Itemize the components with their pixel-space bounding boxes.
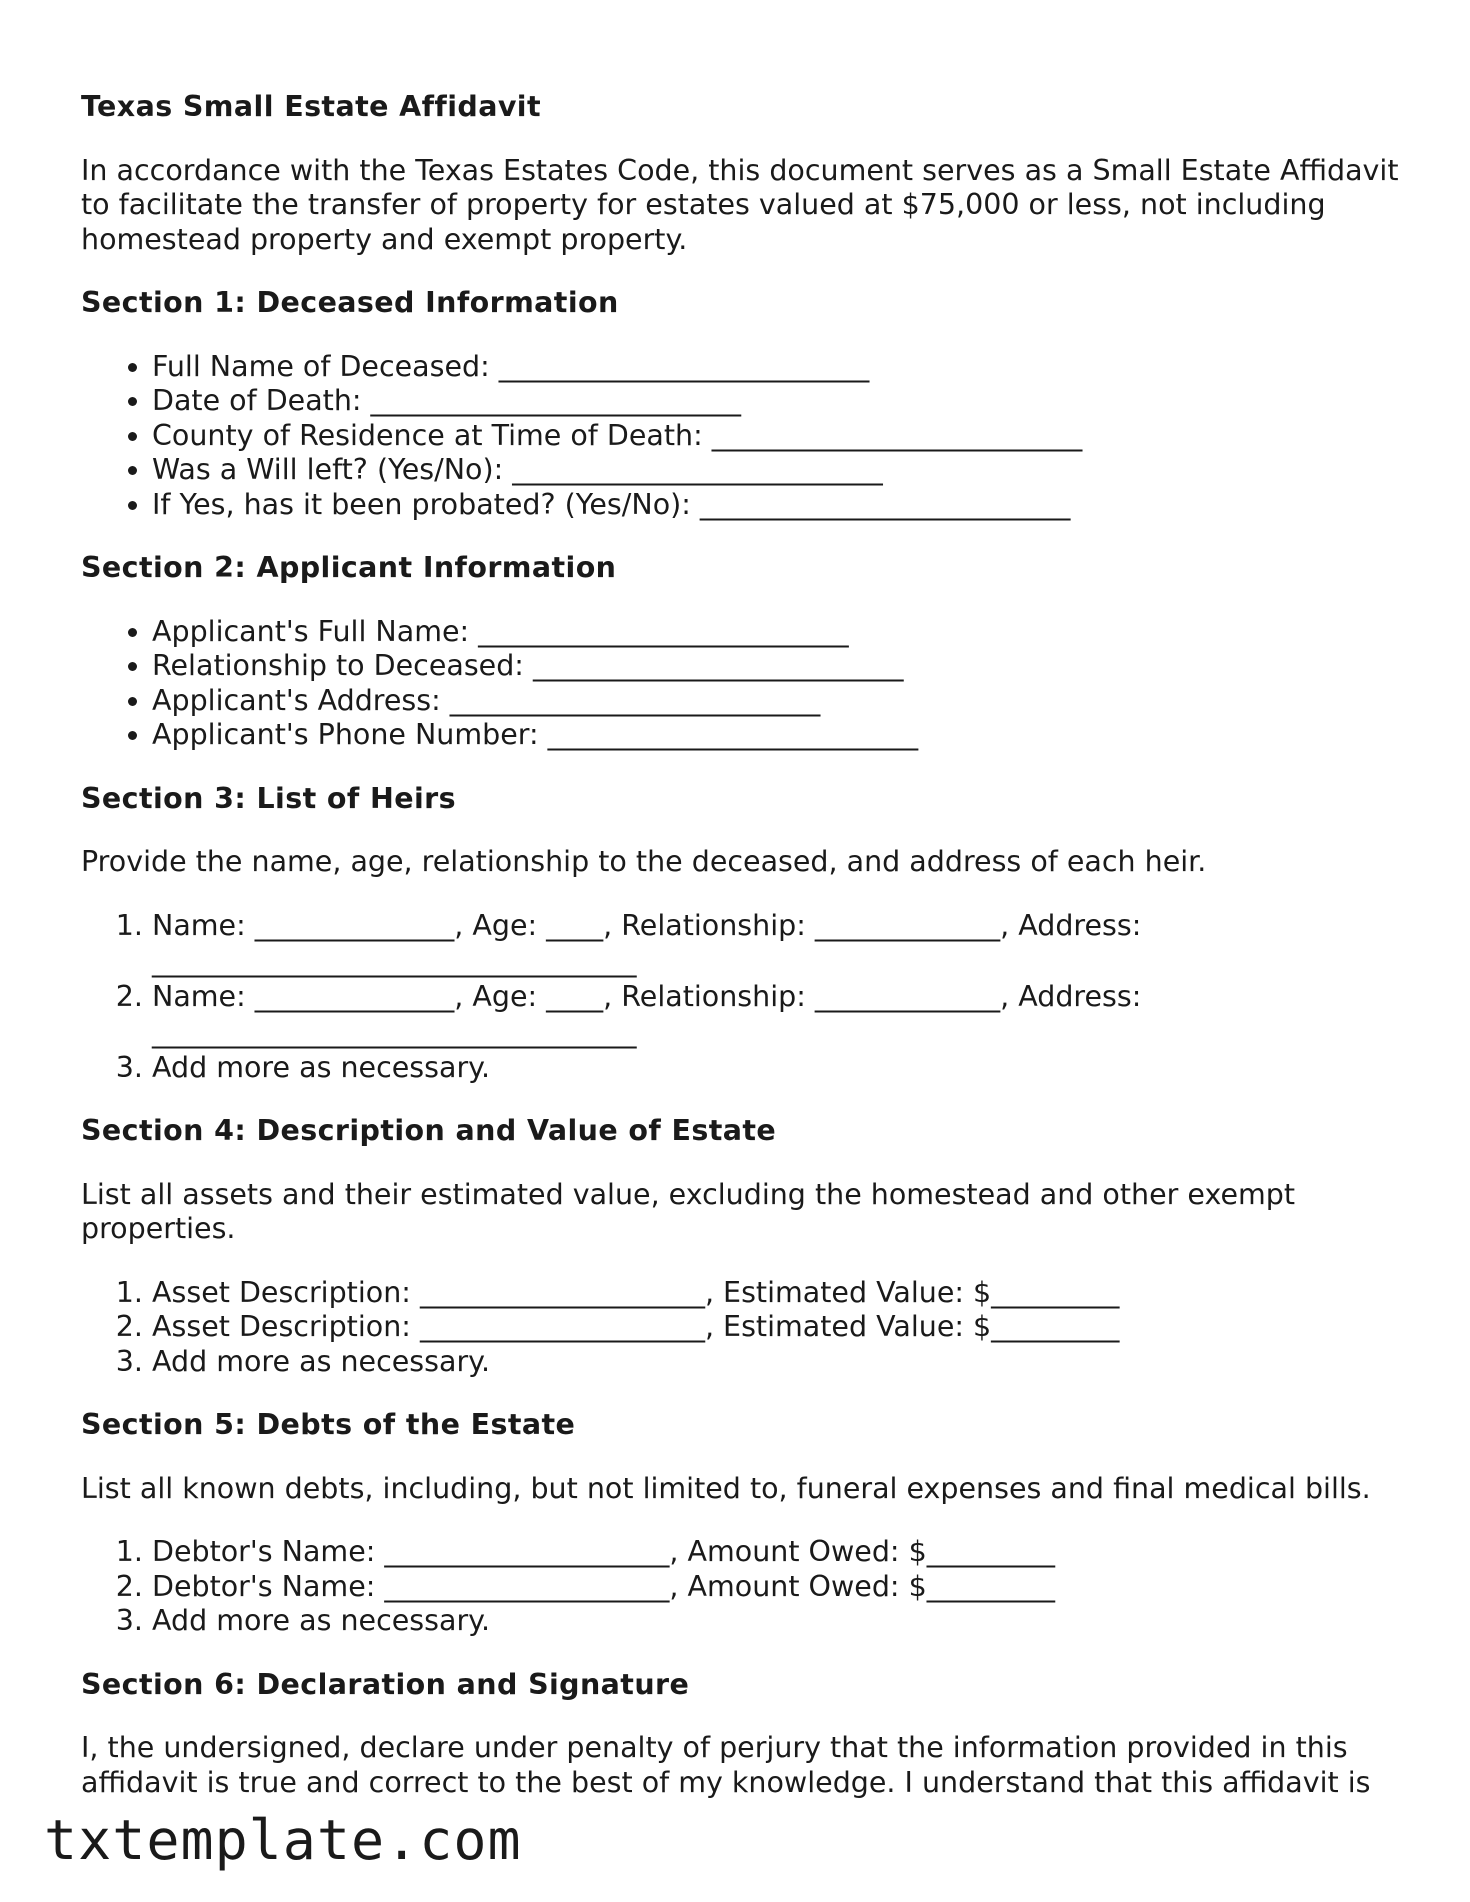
list-item: • Applicant's Full Name: __________________________	[152, 615, 1421, 650]
list-item: • Full Name of Deceased: __________________________	[152, 350, 1421, 385]
section-description-and-value	[81, 1114, 1421, 1379]
section-debts-of-estate	[81, 1408, 1421, 1639]
debts-list	[81, 1535, 1421, 1639]
section-intro: Provide the name, age, relationship to the deceased, and address of each heir.	[81, 845, 1207, 878]
document-intro: In accordance with the Texas Estates Code, this document serves as a Small Estate Affidavit to facilitate the transfer of property for estates valued at $75,000 or less, not including homestead property and exempt property.	[81, 153, 1399, 256]
section-heading: Section 2: Applicant Information	[81, 551, 617, 584]
list-item	[152, 1051, 1421, 1086]
section-deceased-information	[81, 286, 1421, 522]
list-item: • If Yes, has it been probated? (Yes/No): __________________________	[152, 488, 1421, 523]
list-item: 1. Asset Description: ____________________, Estimated Value: $_________	[152, 1276, 1421, 1311]
list-item: 3. Add more as necessary.	[152, 1604, 1421, 1639]
deceased-fields-list	[81, 350, 1421, 523]
section-heading: Section 1: Deceased Information	[81, 286, 619, 319]
document-title: Texas Small Estate Affidavit	[81, 90, 541, 123]
section-heading: Section 5: Debts of the Estate	[81, 1408, 576, 1441]
section-intro: List all known debts, including, but not limited to, funeral expenses and final medical bills.	[81, 1471, 1371, 1505]
list-item: • Was a Will left? (Yes/No): __________________________	[152, 453, 1421, 488]
list-item: 1. Debtor's Name: ____________________, Amount Owed: $_________	[152, 1535, 1421, 1570]
section-declaration-and-signature	[81, 1668, 1421, 1801]
section-heading: Section 4: Description and Value of Estate	[81, 1114, 777, 1147]
list-item: • County of Residence at Time of Death: __________________________	[152, 419, 1421, 454]
applicant-fields-list	[81, 615, 1421, 753]
watermark-text: txtemplate.com	[44, 1808, 522, 1872]
heir-address-line: __________________________________	[152, 945, 637, 978]
list-item: • Relationship to Deceased: __________________________	[152, 649, 1421, 684]
section-heading: Section 3: List of Heirs	[81, 781, 456, 815]
section-intro: List all assets and their estimated value, excluding the homestead and other exempt properties.	[81, 1177, 1296, 1245]
heir-line: Add more as necessary.	[152, 1050, 491, 1084]
list-item: 2. Debtor's Name: ____________________, Amount Owed: $_________	[152, 1570, 1421, 1605]
list-item: 3. Add more as necessary.	[152, 1345, 1421, 1380]
section-heading: Section 6: Declaration and Signature	[81, 1667, 690, 1701]
section-intro: I, the undersigned, declare under penalty of perjury that the information provided in this affidavit is true and correct to the best of my knowledge. I understand that this affidavit is	[81, 1731, 1371, 1799]
list-item	[152, 909, 1421, 980]
document-page	[81, 90, 1421, 1800]
list-item: • Applicant's Address: __________________________	[152, 684, 1421, 719]
section-applicant-information	[81, 551, 1421, 753]
list-item: • Date of Death: __________________________	[152, 384, 1421, 419]
list-item: • Applicant's Phone Number: __________________________	[152, 718, 1421, 753]
heir-address-line: __________________________________	[152, 1016, 637, 1049]
heir-line: Name: ______________, Age: ____, Relationship: _____________, Address:	[152, 979, 1142, 1013]
list-item	[152, 980, 1421, 1051]
list-item: 2. Asset Description: ____________________, Estimated Value: $_________	[152, 1310, 1421, 1345]
assets-list	[81, 1276, 1421, 1380]
section-list-of-heirs	[81, 782, 1421, 1086]
heir-line: Name: ______________, Age: ____, Relationship: _____________, Address:	[152, 908, 1142, 942]
heirs-list	[81, 909, 1421, 1086]
